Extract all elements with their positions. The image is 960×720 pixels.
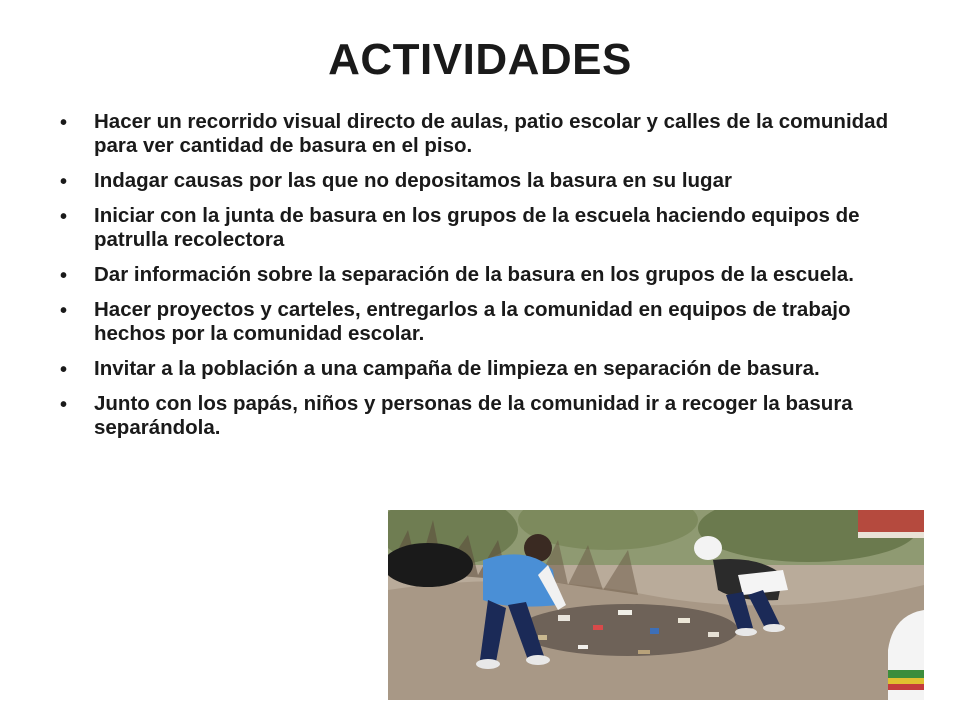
- list-item: [58, 263, 918, 287]
- list-item-text: Junto con los papás, niños y personas de la comunidad ir a recoger la basura separándola.: [94, 392, 853, 439]
- cleanup-photo: [388, 510, 924, 700]
- list-item-text: Indagar causas por las que no depositamos la basura en su lugar: [94, 169, 732, 192]
- bullet-icon: •: [60, 394, 68, 416]
- list-item-text: Iniciar con la junta de basura en los grupos de la escuela haciendo equipos de patrulla recolectora: [94, 204, 860, 251]
- list-item: [58, 204, 918, 252]
- bullet-icon: •: [60, 171, 68, 193]
- bullet-icon: •: [60, 112, 68, 134]
- list-item-text: Hacer proyectos y carteles, entregarlos a la comunidad en equipos de trabajo hechos por la comunidad escolar.: [94, 298, 851, 345]
- bullet-icon: •: [60, 300, 68, 322]
- list-item-text: Invitar a la población a una campaña de limpieza en separación de basura.: [94, 357, 820, 380]
- bullet-icon: •: [60, 265, 68, 287]
- list-item: [58, 392, 918, 440]
- list-item: [58, 169, 918, 193]
- bullet-icon: •: [60, 206, 68, 228]
- bullet-icon: •: [60, 359, 68, 381]
- list-item: [58, 357, 918, 381]
- activities-list: [58, 110, 918, 451]
- cleanup-photo-illustration: [388, 510, 924, 700]
- list-item: [58, 298, 918, 346]
- list-item-text: Hacer un recorrido visual directo de aulas, patio escolar y calles de la comunidad para ver cantidad de basura en el piso.: [94, 110, 889, 157]
- list-item-text: Dar información sobre la separación de la basura en los grupos de la escuela.: [94, 263, 854, 286]
- list-item: [58, 110, 918, 158]
- slide-title: ACTIVIDADES: [328, 35, 632, 84]
